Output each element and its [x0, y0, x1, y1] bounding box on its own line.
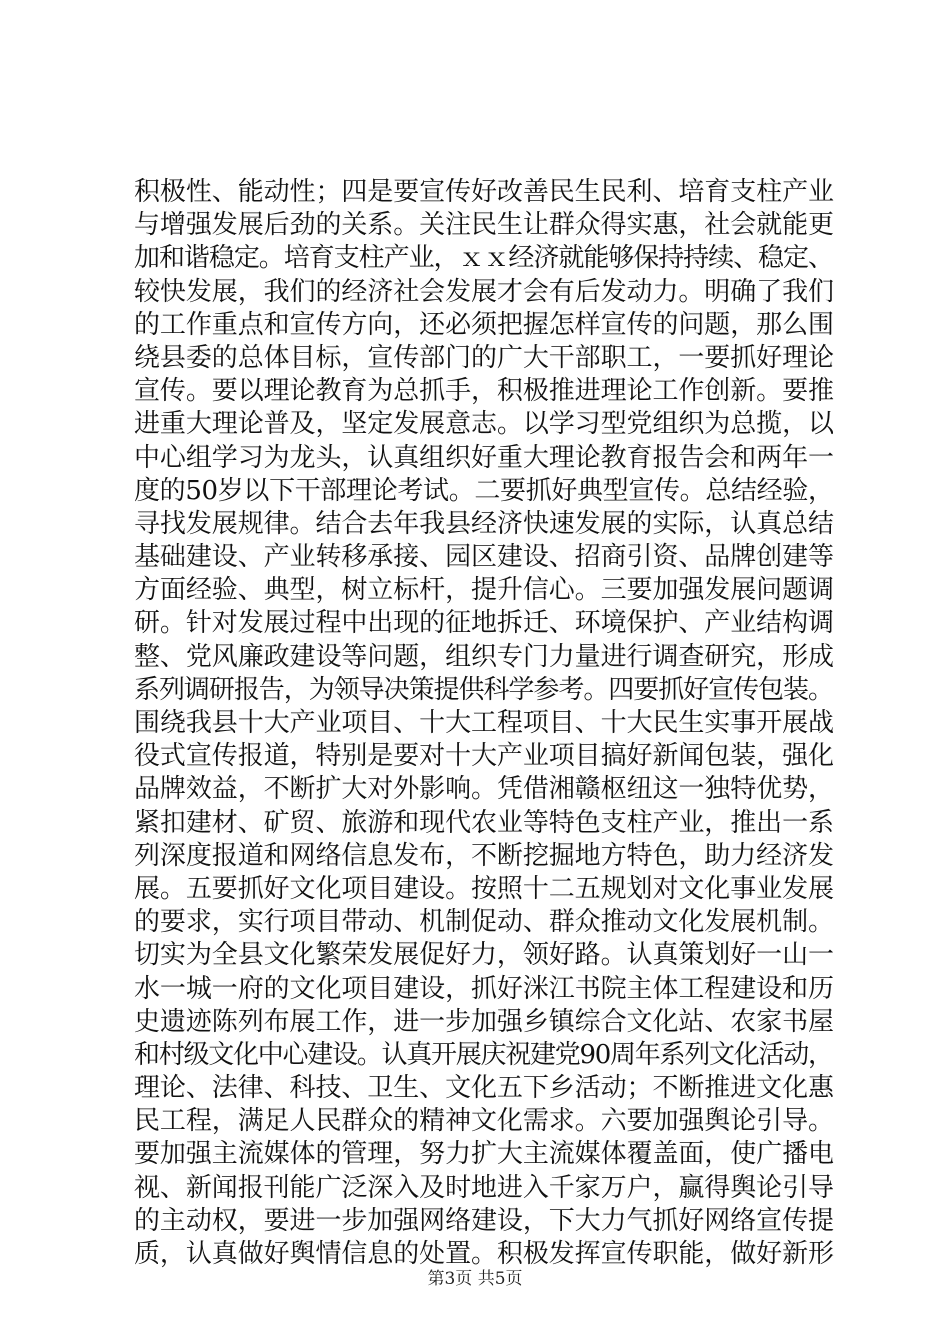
text-line: 役式宣传报道，特别是要对十大产业项目搞好新闻包装，强化: [134, 741, 834, 772]
text-line: 整、党风廉政建设等问题，组织专门力量进行调查研究，形成: [134, 641, 834, 672]
text-line: 进重大理论普及，坚定发展意志。以学习型党组织为总揽，以: [134, 409, 834, 440]
text-line: 绕县委的总体目标，宣传部门的广大干部职工，一要抓好理论: [134, 342, 834, 373]
text-line: 视、新闻报刊能广泛深入及时地进入千家万户，赢得舆论引导: [134, 1172, 834, 1203]
text-line: 较快发展，我们的经济社会发展才会有后发动力。明确了我们: [134, 276, 834, 307]
text-line: 的要求，实行项目带动、机制促动、群众推动文化发展机制。: [134, 907, 834, 938]
text-line: 与增强发展后劲的关系。关注民生让群众得实惠，社会就能更: [134, 210, 834, 241]
text-line: 的主动权，要进一步加强网络建设，下大力气抓好网络宣传提: [134, 1205, 834, 1236]
text-line: 质，认真做好舆情信息的处置。积极发挥宣传职能，做好新形: [134, 1239, 834, 1269]
body-text: [134, 176, 834, 1271]
text-line: 研。针对发展过程中出现的征地拆迁、环境保护、产业结构调: [134, 608, 834, 639]
text-line: 基础建设、产业转移承接、园区建设、招商引资、品牌创建等: [134, 542, 834, 573]
page-footer: 第3页 共5页: [427, 1269, 523, 1289]
text-line: 列深度报道和网络信息发布，不断挖掘地方特色，助力经济发: [134, 840, 834, 871]
text-line: 水一城一府的文化项目建设，抓好洣江书院主体工程建设和历: [134, 973, 834, 1004]
text-line: 加和谐稳定。培育支柱产业，ｘｘ经济就能够保持持续、稳定、: [134, 243, 833, 274]
text-line: 和村级文化中心建设。认真开展庆祝建党90周年系列文化活动，: [134, 1039, 833, 1070]
text-line: 方面经验、典型，树立标杆，提升信心。三要加强发展问题调: [134, 575, 834, 606]
text-line: 品牌效益，不断扩大对外影响。凭借湘赣枢纽这一独特优势，: [134, 774, 834, 805]
text-line: 史遗迹陈列布展工作，进一步加强乡镇综合文化站、农家书屋: [134, 1006, 834, 1037]
text-line: 围绕我县十大产业项目、十大工程项目、十大民生实事开展战: [134, 708, 834, 738]
text-line: 理论、法律、科技、卫生、文化五下乡活动；不断推进文化惠: [134, 1073, 834, 1104]
text-line: 系列调研报告，为领导决策提供科学参考。四要抓好宣传包装。: [134, 674, 833, 705]
text-line: 展。五要抓好文化项目建设。按照十二五规划对文化事业发展: [134, 873, 834, 904]
text-line: 中心组学习为龙头，认真组织好重大理论教育报告会和两年一: [134, 442, 834, 473]
text-line: 紧扣建材、矿贸、旅游和现代农业等特色支柱产业，推出一系: [134, 807, 834, 838]
text-line: 寻找发展规律。结合去年我县经济快速发展的实际，认真总结: [134, 508, 834, 539]
text-line: 切实为全县文化繁荣发展促好力，领好路。认真策划好一山一: [134, 940, 834, 971]
text-line: 要加强主流媒体的管理，努力扩大主流媒体覆盖面，使广播电: [134, 1139, 834, 1170]
text-line: 民工程，满足人民群众的精神文化需求。六要加强舆论引导。: [134, 1106, 834, 1137]
text-line: 度的50岁以下干部理论考试。二要抓好典型宣传。总结经验，: [134, 475, 834, 506]
text-line: 的工作重点和宣传方向，还必须把握怎样宣传的问题，那么围: [134, 309, 834, 340]
text-line: 宣传。要以理论教育为总抓手，积极推进理论工作创新。要推: [134, 376, 834, 407]
text-line: 积极性、能动性；四是要宣传好改善民生民利、培育支柱产业: [134, 177, 834, 207]
